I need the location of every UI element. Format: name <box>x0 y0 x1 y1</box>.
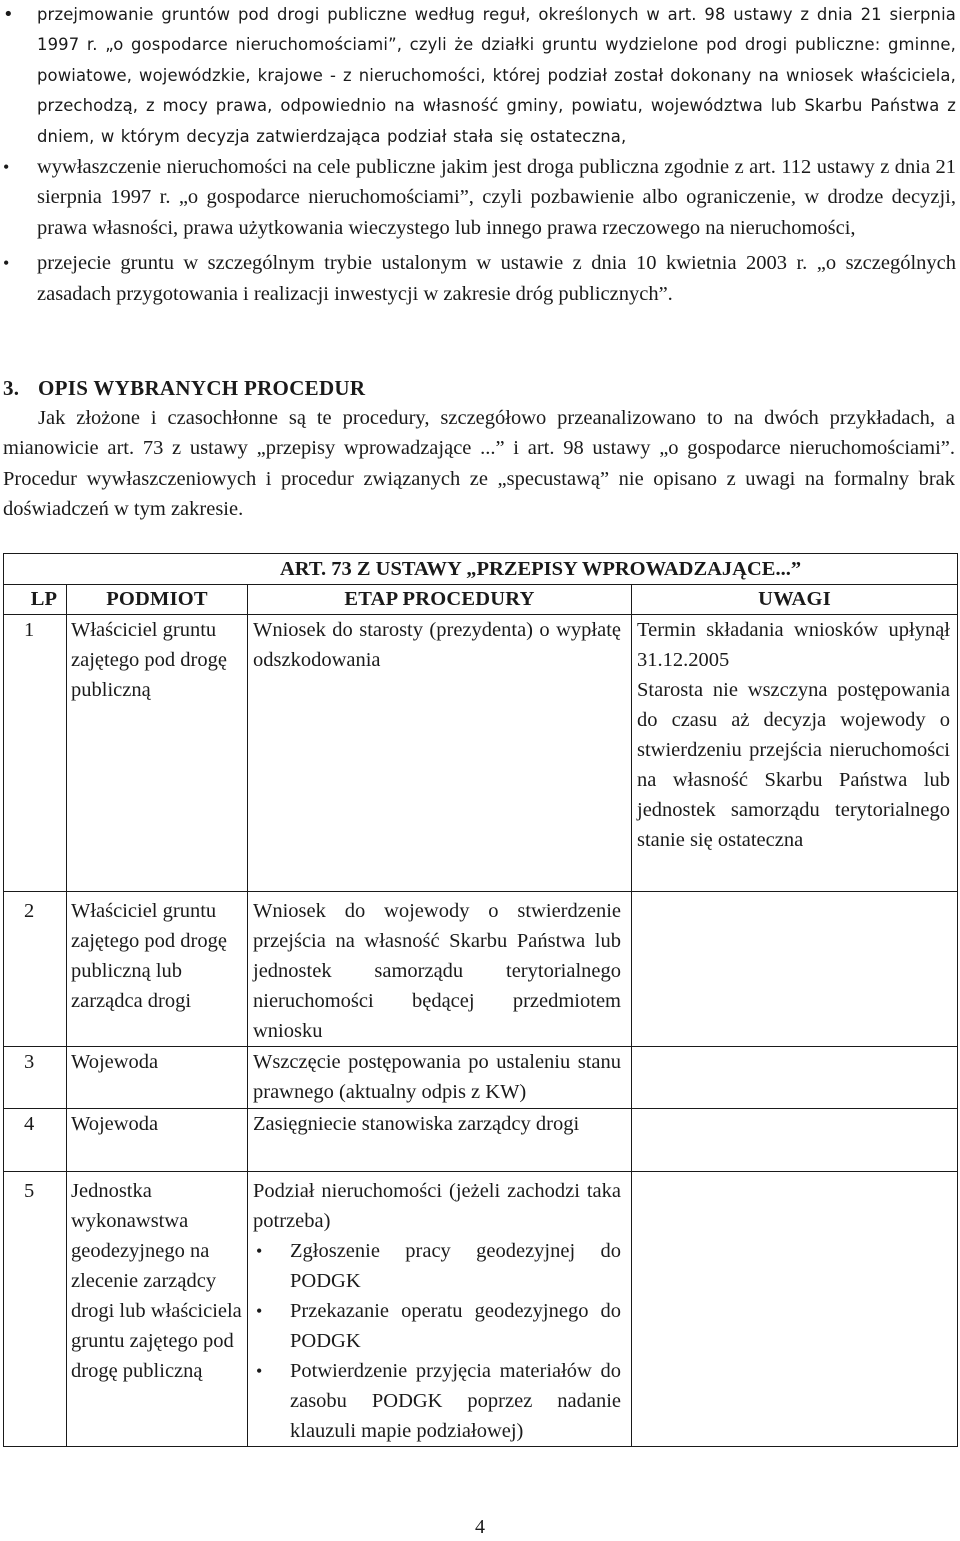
table-row <box>4 892 958 1047</box>
row-subject: Wojewoda <box>67 1047 248 1109</box>
section-title: OPIS WYBRANYCH PROCEDUR <box>38 376 366 400</box>
row-lp: 5 <box>4 1172 67 1447</box>
note-starost: Starosta nie wszczyna postępowania do czasu aż decyzja wojewody o stwierdzeniu przejścia nieruchomości na własność Skarbu Państwa lub jednostek samorządu terytorialnego stanie się ostateczna <box>637 679 951 851</box>
row-stage <box>248 1172 632 1447</box>
row-stage: Wniosek do starosty (prezydenta) o wypłatę odszkodowania <box>248 615 632 892</box>
table-row <box>4 1047 958 1109</box>
row-lp: 3 <box>4 1047 67 1109</box>
section-heading <box>3 376 365 401</box>
note-deadline: Termin składania wniosków upłynął 31.12.2005 <box>637 619 951 671</box>
header-stage: ETAP PROCEDURY <box>248 585 632 615</box>
row-stage: Wniosek do wojewody o stwierdzenie przejścia na własność Skarbu Państwa lub jednostek samorządu terytorialnego nieruchomości będącej przedmiotem wniosku <box>248 892 632 1047</box>
row-notes <box>632 1047 958 1109</box>
table-row <box>4 1109 958 1172</box>
row-lp: 1 <box>4 615 67 892</box>
row-lp: 2 <box>4 892 67 1047</box>
row-notes <box>632 1172 958 1447</box>
bullet-item-special-mode: • przejecie gruntu w szczególnym trybie ustalonym w ustawie z dnia 10 kwietnia 2003 r. „o szczególnych zasadach przygotowania i realizacji inwestycji w zakresie dróg publicznych”. <box>0 248 960 309</box>
header-lp: LP <box>4 585 67 615</box>
row-stage: Zasięgniecie stanowiska zarządcy drogi <box>248 1109 632 1172</box>
table-header-row <box>4 585 958 615</box>
header-notes: UWAGI <box>632 585 958 615</box>
table-row <box>4 1172 958 1447</box>
bullet-list <box>0 0 960 309</box>
stage-text: Podział nieruchomości (jeżeli zachodzi taka potrzeba) <box>253 1180 621 1232</box>
table-row <box>4 615 958 892</box>
stage-sublist <box>253 1236 621 1446</box>
header-subject: PODMIOT <box>67 585 248 615</box>
row-lp: 4 <box>4 1109 67 1172</box>
row-notes <box>632 1109 958 1172</box>
bullet-item-expropriation: • wywłaszczenie nieruchomości na cele publiczne jakim jest droga publiczna zgodnie z art. 112 ustawy z dnia 21 sierpnia 1997 r. „o gospodarce nieruchomościami”, czyli pozbawienie albo ograniczenie, w drodze decyzji, prawa własności, prawa użytkowania wieczystego lub innego prawa rzeczowego na nieruchomości, <box>0 152 960 243</box>
row-notes <box>632 892 958 1047</box>
stage-item: • Zgłoszenie pracy geodezyjnej do PODGK <box>253 1236 621 1296</box>
stage-item: • Przekazanie operatu geodezyjnego do PODGK <box>253 1296 621 1356</box>
row-subject: Wojewoda <box>67 1109 248 1172</box>
stage-item: • Potwierdzenie przyjęcia materiałów do zasobu PODGK poprzez nadanie klauzuli mapie podziałowej) <box>253 1356 621 1446</box>
row-stage: Wszczęcie postępowania po ustaleniu stanu prawnego (aktualny odpis z KW) <box>248 1047 632 1109</box>
bullet-item-roads-takeover: • przejmowanie gruntów pod drogi publiczne według reguł, określonych w art. 98 ustawy z dnia 21 sierpnia 1997 r. „o gospodarce nieruchomościami”, czyli że działki gruntu wydzielone pod drogi publiczne: gminne, powiatowe, wojewódzkie, krajowe - z nieruchomości, której podział został dokonany na wniosek właściciela, przechodzą, z mocy prawa, odpowiednio na własność gminy, powiatu, województwa lub Skarbu Państwa z dniem, w którym decyzja zatwierdzająca podział stała się ostateczna, <box>0 0 960 152</box>
row-subject: Jednostka wykonawstwa geodezyjnego na zlecenie zarządcy drogi lub właściciela gruntu zajętego pod drogę publiczną <box>67 1172 248 1447</box>
section-number: 3. <box>3 376 20 400</box>
section-intro: Jak złożone i czasochłonne są te procedury, szczegółowo przeanalizowano to na dwóch przykładach, a mianowicie art. 73 z ustawy „przepisy wprowadzające ...” i art. 98 ustawy „o gospodarce nieruchomościami”. Procedur wywłaszczeniowych i procedur związanych ze „specustawą” nie opisano z uwagi na formalny brak doświadczeń w tym zakresie. <box>3 407 955 521</box>
page-number: 4 <box>475 1516 485 1538</box>
table-title: ART. 73 Z USTAWY „PRZEPISY WPROWADZAJĄCE...” <box>4 554 958 585</box>
row-subject: Właściciel gruntu zajętego pod drogę publiczną lub zarządca drogi <box>67 892 248 1047</box>
row-subject: Właściciel gruntu zajętego pod drogę publiczną <box>67 615 248 892</box>
row-notes <box>632 615 958 892</box>
procedure-table <box>3 553 958 1447</box>
